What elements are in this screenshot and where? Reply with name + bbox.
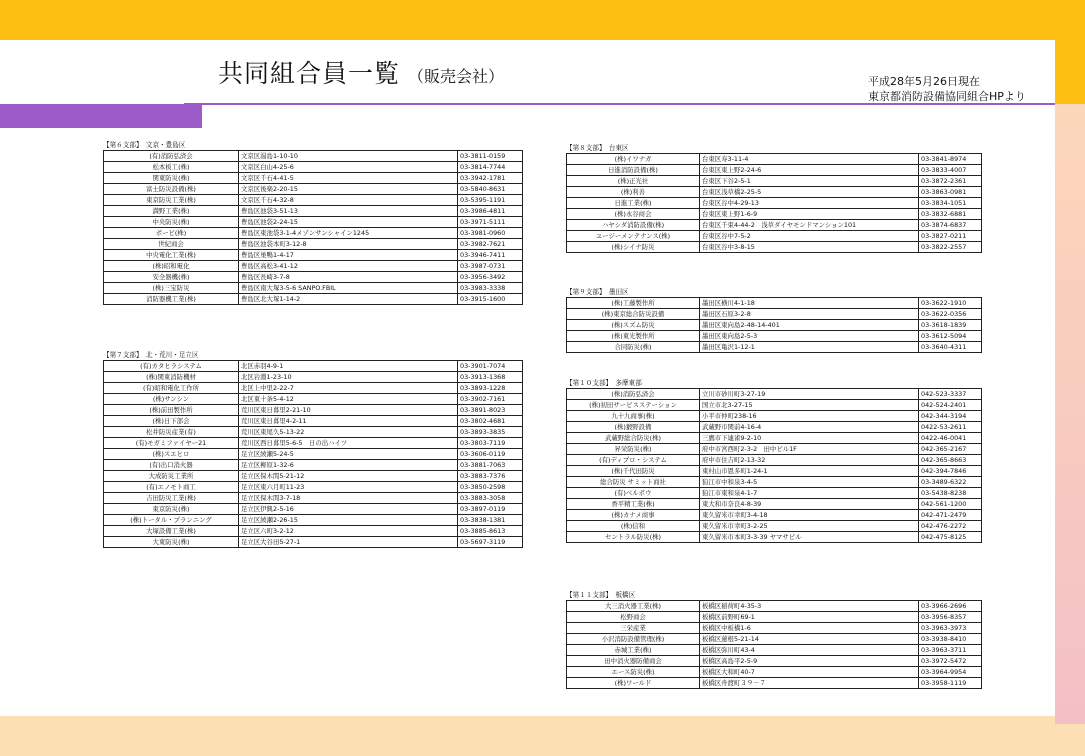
address-cell: 立川市砂川町3-27-19: [700, 389, 919, 400]
section-title: 【第８支部】 台東区: [566, 144, 629, 152]
company-name-cell: 日進消防設備(株): [567, 165, 700, 176]
company-name-cell: (株)日下部会: [104, 416, 239, 427]
phone-cell: 042-523-3337: [919, 389, 982, 400]
address-cell: 荒川区東日暮里4-2-11: [239, 416, 458, 427]
table-row: [567, 165, 982, 176]
address-cell: 台東区谷中7-5-2: [700, 231, 919, 242]
section-branch-7: [103, 350, 523, 548]
member-table: [566, 388, 982, 543]
note-source: 東京都消防設備協同組合HPより: [868, 90, 1026, 103]
table-row: [567, 623, 982, 634]
table-row: [104, 361, 523, 372]
company-name-cell: (株)イワナガ: [567, 154, 700, 165]
table-row: [104, 228, 523, 239]
company-name-cell: (株)利善: [567, 187, 700, 198]
table-row: [567, 477, 982, 488]
company-name-cell: 中央防災(株): [104, 217, 239, 228]
phone-cell: 03-3811-0159: [458, 151, 523, 162]
section-title: 【第６支部】 文京・豊島区: [103, 141, 186, 149]
phone-cell: 03-3986-4811: [458, 206, 523, 217]
address-cell: 板橋区前野町69-1: [700, 612, 919, 623]
phone-cell: 03-3963-3711: [919, 645, 982, 656]
company-name-cell: 安全器機(株): [104, 272, 239, 283]
address-cell: 東久留米市本町3-3-39 ヤマサビル: [700, 532, 919, 543]
address-cell: 豊島区池袋本町3-12-8: [239, 239, 458, 250]
address-cell: 足立区保木間3-7-18: [239, 493, 458, 504]
section-branch-10: [566, 378, 982, 543]
address-cell: 墨田区東向島2-48-14-401: [700, 320, 919, 331]
address-cell: 足立区綾瀬2-26-15: [239, 515, 458, 526]
table-row: [104, 283, 523, 294]
company-name-cell: 大塚設備工業(株): [104, 526, 239, 537]
table-row: [567, 667, 982, 678]
table-row: [104, 449, 523, 460]
table-row: [104, 261, 523, 272]
table-row: [567, 187, 982, 198]
address-cell: 武蔵野市関前4-16-4: [700, 422, 919, 433]
phone-cell: 03-3893-3835: [458, 427, 523, 438]
address-cell: 墨田区亀沢1-12-1: [700, 342, 919, 353]
address-cell: 足立区保木間5-21-12: [239, 471, 458, 482]
address-cell: 府中市住吉町2-13-32: [700, 455, 919, 466]
right-strip: [1055, 104, 1085, 724]
address-cell: 東村山市恩多町1-24-1: [700, 466, 919, 477]
phone-cell: 03-3618-1839: [919, 320, 982, 331]
phone-cell: 03-3972-5472: [919, 656, 982, 667]
phone-cell: 042-475-8125: [919, 532, 982, 543]
phone-cell: 03-3964-9954: [919, 667, 982, 678]
table-row: [567, 242, 982, 253]
address-cell: 豊島区北大塚1-14-2: [239, 294, 458, 305]
table-row: [567, 331, 982, 342]
company-name-cell: 満野工業(株): [104, 206, 239, 217]
company-name-cell: 田中消火器防備商会: [567, 656, 700, 667]
company-name-cell: 東京防災工業(株): [104, 195, 239, 206]
company-name-cell: 日進工業(株): [567, 198, 700, 209]
phone-cell: 03-3832-6881: [919, 209, 982, 220]
address-cell: 足立区伊興2-5-16: [239, 504, 458, 515]
company-name-cell: (有)出口消火器: [104, 460, 239, 471]
member-table: [566, 297, 982, 353]
company-name-cell: 関東防災(株): [104, 173, 239, 184]
phone-cell: 03-3814-7744: [458, 162, 523, 173]
company-name-cell: 三栄産業: [567, 623, 700, 634]
company-name-cell: (株)昭和電化: [104, 261, 239, 272]
table-row: [567, 422, 982, 433]
phone-cell: 03-3612-5094: [919, 331, 982, 342]
table-row: [567, 298, 982, 309]
address-cell: 荒川区東日暮里2-21-10: [239, 405, 458, 416]
phone-cell: 03-3489-6322: [919, 477, 982, 488]
company-name-cell: (株)東光製作所: [567, 331, 700, 342]
source-note: [868, 74, 1026, 104]
table-row: [104, 482, 523, 493]
table-row: [104, 195, 523, 206]
table-row: [567, 645, 982, 656]
phone-cell: 03-3982-7621: [458, 239, 523, 250]
phone-cell: 03-3891-8023: [458, 405, 523, 416]
address-cell: 板橋区舟渡町３９－７: [700, 678, 919, 689]
table-row: [567, 433, 982, 444]
address-cell: 足立区柳原1-32-6: [239, 460, 458, 471]
address-cell: 小平市仲町238-16: [700, 411, 919, 422]
company-name-cell: (株)前田製作所: [104, 405, 239, 416]
phone-cell: 03-3971-5111: [458, 217, 523, 228]
company-name-cell: (有)ディプロ・システム: [567, 455, 700, 466]
company-name-cell: 消防器機工業(株): [104, 294, 239, 305]
address-cell: 荒川区西日暮里5-6-5 日の出ハイツ: [239, 438, 458, 449]
table-row: [567, 444, 982, 455]
company-name-cell: (株)トータル・プランニング: [104, 515, 239, 526]
phone-cell: 03-3874-6837: [919, 220, 982, 231]
company-name-cell: (株)ワールド: [567, 678, 700, 689]
subtitle-text: （販売会社）: [408, 67, 505, 86]
company-name-cell: 富士防災設備(株): [104, 184, 239, 195]
table-row: [104, 526, 523, 537]
table-row: [567, 411, 982, 422]
phone-cell: 03-3893-1228: [458, 383, 523, 394]
company-name-cell: 中央電化工業(株): [104, 250, 239, 261]
phone-cell: 03-3883-7376: [458, 471, 523, 482]
address-cell: 板橋区高島平2-5-9: [700, 656, 919, 667]
address-cell: 豊島区池袋3-51-13: [239, 206, 458, 217]
table-row: [567, 400, 982, 411]
phone-cell: 03-3981-0960: [458, 228, 523, 239]
section-title: 【第７支部】 北・荒川・足立区: [103, 351, 199, 359]
phone-cell: 03-3622-1910: [919, 298, 982, 309]
member-table: [566, 600, 982, 689]
table-row: [567, 455, 982, 466]
section-branch-8: [566, 143, 982, 253]
phone-cell: 03-3841-8974: [919, 154, 982, 165]
company-name-cell: 吉田防災工業(株): [104, 493, 239, 504]
phone-cell: 03-3827-0211: [919, 231, 982, 242]
phone-cell: 03-3834-1051: [919, 198, 982, 209]
address-cell: 文京区白山4-25-6: [239, 162, 458, 173]
member-table: [103, 150, 523, 305]
table-row: [567, 220, 982, 231]
phone-cell: 042-344-3194: [919, 411, 982, 422]
table-row: [567, 521, 982, 532]
table-row: [567, 612, 982, 623]
table-row: [567, 389, 982, 400]
phone-cell: 03-5395-1191: [458, 195, 523, 206]
phone-cell: 042-394-7846: [919, 466, 982, 477]
phone-cell: 03-3883-3058: [458, 493, 523, 504]
table-row: [104, 173, 523, 184]
company-name-cell: 武蔵野総合防災(株): [567, 433, 700, 444]
table-row: [104, 438, 523, 449]
address-cell: 文京区千石4-41-5: [239, 173, 458, 184]
phone-cell: 03-3983-3338: [458, 283, 523, 294]
phone-cell: 03-3838-1381: [458, 515, 523, 526]
phone-cell: 03-3915-1600: [458, 294, 523, 305]
section-branch-11: [566, 590, 982, 689]
table-row: [567, 510, 982, 521]
company-name-cell: 世紀商会: [104, 239, 239, 250]
address-cell: 文京区湯島1-10-10: [239, 151, 458, 162]
address-cell: 狛江市中和泉3-4-5: [700, 477, 919, 488]
table-row: [567, 154, 982, 165]
company-name-cell: 大成防災工業所: [104, 471, 239, 482]
company-name-cell: (株)スエヒロ: [104, 449, 239, 460]
phone-cell: 03-3833-4007: [919, 165, 982, 176]
address-cell: 荒川区東尾久5-13-22: [239, 427, 458, 438]
company-name-cell: 昇栄防災(株): [567, 444, 700, 455]
table-row: [567, 634, 982, 645]
address-cell: 豊島区池袋2-24-15: [239, 217, 458, 228]
company-name-cell: (株)サンシン: [104, 394, 239, 405]
company-name-cell: 小沢消防設備管理(株): [567, 634, 700, 645]
table-row: [104, 537, 523, 548]
table-row: [104, 493, 523, 504]
table-row: [104, 460, 523, 471]
table-row: [567, 466, 982, 477]
table-row: [567, 656, 982, 667]
address-cell: 台東区東上野2-24-6: [700, 165, 919, 176]
company-name-cell: 香平精工業(株): [567, 499, 700, 510]
table-row: [104, 206, 523, 217]
section-branch-9: [566, 287, 982, 353]
phone-cell: 03-3946-7411: [458, 250, 523, 261]
phone-cell: 03-3956-8357: [919, 612, 982, 623]
section-title: 【第１１支部】 板橋区: [566, 591, 636, 599]
title-text: 共同組合員一覧: [218, 59, 401, 88]
table-row: [567, 231, 982, 242]
address-cell: 豊島区巣鴨1-4-17: [239, 250, 458, 261]
table-row: [567, 678, 982, 689]
address-cell: 墨田区東向島2-5-3: [700, 331, 919, 342]
company-name-cell: ボービ(株): [104, 228, 239, 239]
address-cell: 国立市北3-27-15: [700, 400, 919, 411]
company-name-cell: (株)三宝防災: [104, 283, 239, 294]
company-name-cell: 松野商会: [567, 612, 700, 623]
section-title: 【第１０支部】 多摩東部: [566, 379, 642, 387]
company-name-cell: (有)ベルボウ: [567, 488, 700, 499]
company-name-cell: ユージーメンテナンス(株): [567, 231, 700, 242]
company-name-cell: ハヤシダ消防設備(株): [567, 220, 700, 231]
company-name-cell: (有)消防弘済会: [104, 151, 239, 162]
address-cell: 北区赤羽4-9-1: [239, 361, 458, 372]
table-row: [104, 416, 523, 427]
company-name-cell: (有)昭和電化工作所: [104, 383, 239, 394]
company-name-cell: (株)シイナ防災: [567, 242, 700, 253]
phone-cell: 042-365-8663: [919, 455, 982, 466]
member-table: [103, 360, 523, 548]
phone-cell: 03-3822-2557: [919, 242, 982, 253]
company-name-cell: 赤城工業(株): [567, 645, 700, 656]
table-row: [567, 209, 982, 220]
phone-cell: 03-3938-8410: [919, 634, 982, 645]
address-cell: 文京区千石4-32-8: [239, 195, 458, 206]
accent-bar: [0, 104, 202, 128]
address-cell: 板橋区弥川町43-4: [700, 645, 919, 656]
table-row: [567, 532, 982, 543]
phone-cell: 03-3897-0119: [458, 504, 523, 515]
company-name-cell: (株)鍛野設備: [567, 422, 700, 433]
address-cell: 台東区谷中4-29-13: [700, 198, 919, 209]
address-cell: 墨田区横川4-1-18: [700, 298, 919, 309]
table-row: [104, 217, 523, 228]
address-cell: 豊島区南大塚3-5-6 SANPO.FBIL: [239, 283, 458, 294]
phone-cell: 03-3902-7161: [458, 394, 523, 405]
address-cell: 北区上中里2-22-7: [239, 383, 458, 394]
company-name-cell: (株)初田サービスステーション: [567, 400, 700, 411]
section-title: 【第９支部】 墨田区: [566, 288, 629, 296]
table-row: [567, 488, 982, 499]
table-row: [567, 176, 982, 187]
phone-cell: 042-561-1200: [919, 499, 982, 510]
company-name-cell: (株)工藤製作所: [567, 298, 700, 309]
company-name-cell: (株)関東消防機材: [104, 372, 239, 383]
phone-cell: 03-3966-2696: [919, 601, 982, 612]
phone-cell: 03-3913-1368: [458, 372, 523, 383]
phone-cell: 03-5438-8238: [919, 488, 982, 499]
table-row: [104, 162, 523, 173]
table-row: [104, 471, 523, 482]
address-cell: 三鷹市下連雀9-2-10: [700, 433, 919, 444]
table-row: [104, 383, 523, 394]
company-name-cell: 東京防災(株): [104, 504, 239, 515]
phone-cell: 03-3963-3973: [919, 623, 982, 634]
table-row: [567, 198, 982, 209]
address-cell: 板橋区中板橋1-6: [700, 623, 919, 634]
table-row: [104, 239, 523, 250]
address-cell: 文京区後楽2-20-15: [239, 184, 458, 195]
address-cell: 府中市宮西町2-3-2 田中ビル1F: [700, 444, 919, 455]
company-name-cell: (株)信和: [567, 521, 700, 532]
phone-cell: 03-3872-2361: [919, 176, 982, 187]
phone-cell: 03-3850-2598: [458, 482, 523, 493]
address-cell: 台東区東上野1-6-9: [700, 209, 919, 220]
company-name-cell: 松井防災産業(有): [104, 427, 239, 438]
table-row: [104, 394, 523, 405]
table-row: [104, 250, 523, 261]
phone-cell: 042-471-2479: [919, 510, 982, 521]
address-cell: 板橋区大和町40-7: [700, 667, 919, 678]
address-cell: 台東区下谷2-5-1: [700, 176, 919, 187]
phone-cell: 03-3881-7063: [458, 460, 523, 471]
table-row: [104, 427, 523, 438]
address-cell: 足立区大谷田5-27-1: [239, 537, 458, 548]
phone-cell: 03-3803-7119: [458, 438, 523, 449]
phone-cell: 042-524-2401: [919, 400, 982, 411]
company-name-cell: 総合防災 サミット商社: [567, 477, 700, 488]
phone-cell: 03-3958-1119: [919, 678, 982, 689]
company-name-cell: (株)千代田防災: [567, 466, 700, 477]
company-name-cell: エース防災(株): [567, 667, 700, 678]
company-name-cell: 大三消火器工業(株): [567, 601, 700, 612]
table-row: [104, 504, 523, 515]
table-row: [104, 184, 523, 195]
company-name-cell: 松本板工(株): [104, 162, 239, 173]
address-cell: 豊島区高松3-41-12: [239, 261, 458, 272]
phone-cell: 0422-46-0041: [919, 433, 982, 444]
address-cell: 台東区谷中3-8-15: [700, 242, 919, 253]
address-cell: 東久留米市幸町3-2-25: [700, 521, 919, 532]
table-row: [104, 294, 523, 305]
address-cell: 台東区寿3-11-4: [700, 154, 919, 165]
address-cell: 足立区六町3-2-12: [239, 526, 458, 537]
company-name-cell: (株)スズム防災: [567, 320, 700, 331]
table-row: [104, 515, 523, 526]
phone-cell: 03-3863-0981: [919, 187, 982, 198]
phone-cell: 042-365-2167: [919, 444, 982, 455]
table-row: [567, 320, 982, 331]
company-name-cell: 合同防災(株): [567, 342, 700, 353]
phone-cell: 03-5697-3119: [458, 537, 523, 548]
address-cell: 豊島区東池袋3-1-4メゾンサンシャイン1245: [239, 228, 458, 239]
company-name-cell: (株)カナメ商事: [567, 510, 700, 521]
address-cell: 足立区東六月町11-23: [239, 482, 458, 493]
table-row: [567, 499, 982, 510]
address-cell: 台東区千束4-44-2 浅草ダイヤモンドマンション101: [700, 220, 919, 231]
page-title: [218, 54, 504, 90]
company-name-cell: (有)モガミファイヤー21: [104, 438, 239, 449]
address-cell: 板橋区稲荷町4-35-3: [700, 601, 919, 612]
address-cell: 墨田区石原3-2-8: [700, 309, 919, 320]
phone-cell: 03-3956-3492: [458, 272, 523, 283]
address-cell: 北区岩淵1-23-10: [239, 372, 458, 383]
company-name-cell: 大東防災(株): [104, 537, 239, 548]
company-name-cell: (有)エノモト商工: [104, 482, 239, 493]
section-branch-6: [103, 140, 523, 305]
table-row: [104, 405, 523, 416]
address-cell: 台東区浅草橋2-25-5: [700, 187, 919, 198]
phone-cell: 03-3885-8613: [458, 526, 523, 537]
phone-cell: 03-3802-4681: [458, 416, 523, 427]
company-name-cell: (有)カタヒラシステム: [104, 361, 239, 372]
phone-cell: 0422-53-2611: [919, 422, 982, 433]
address-cell: 東久留米市幸町3-4-18: [700, 510, 919, 521]
note-date: 平成28年5月26日現在: [868, 75, 980, 88]
phone-cell: 03-3606-0119: [458, 449, 523, 460]
company-name-cell: (株)永谷商会: [567, 209, 700, 220]
address-cell: 板橋区蓮根5-21-14: [700, 634, 919, 645]
address-cell: 東大和市奈良4-8-39: [700, 499, 919, 510]
table-row: [567, 342, 982, 353]
table-row: [104, 272, 523, 283]
address-cell: 狛江市東和泉4-1-7: [700, 488, 919, 499]
member-table: [566, 153, 982, 253]
phone-cell: 03-3987-0731: [458, 261, 523, 272]
phone-cell: 03-5840-8631: [458, 184, 523, 195]
company-name-cell: (株)消防弘済会: [567, 389, 700, 400]
address-cell: 足立区綾瀬5-24-5: [239, 449, 458, 460]
table-row: [567, 601, 982, 612]
company-name-cell: セントラル防災(株): [567, 532, 700, 543]
phone-cell: 042-476-2272: [919, 521, 982, 532]
table-row: [104, 372, 523, 383]
phone-cell: 03-3622-0356: [919, 309, 982, 320]
address-cell: 豊島区長崎3-7-8: [239, 272, 458, 283]
phone-cell: 03-3640-4311: [919, 342, 982, 353]
company-name-cell: (株)東京総合防災設備: [567, 309, 700, 320]
table-row: [567, 309, 982, 320]
phone-cell: 03-3901-7074: [458, 361, 523, 372]
phone-cell: 03-3942-1781: [458, 173, 523, 184]
table-row: [104, 151, 523, 162]
company-name-cell: (株)正光社: [567, 176, 700, 187]
address-cell: 北区東十条5-4-12: [239, 394, 458, 405]
company-name-cell: 九十九商事(株): [567, 411, 700, 422]
